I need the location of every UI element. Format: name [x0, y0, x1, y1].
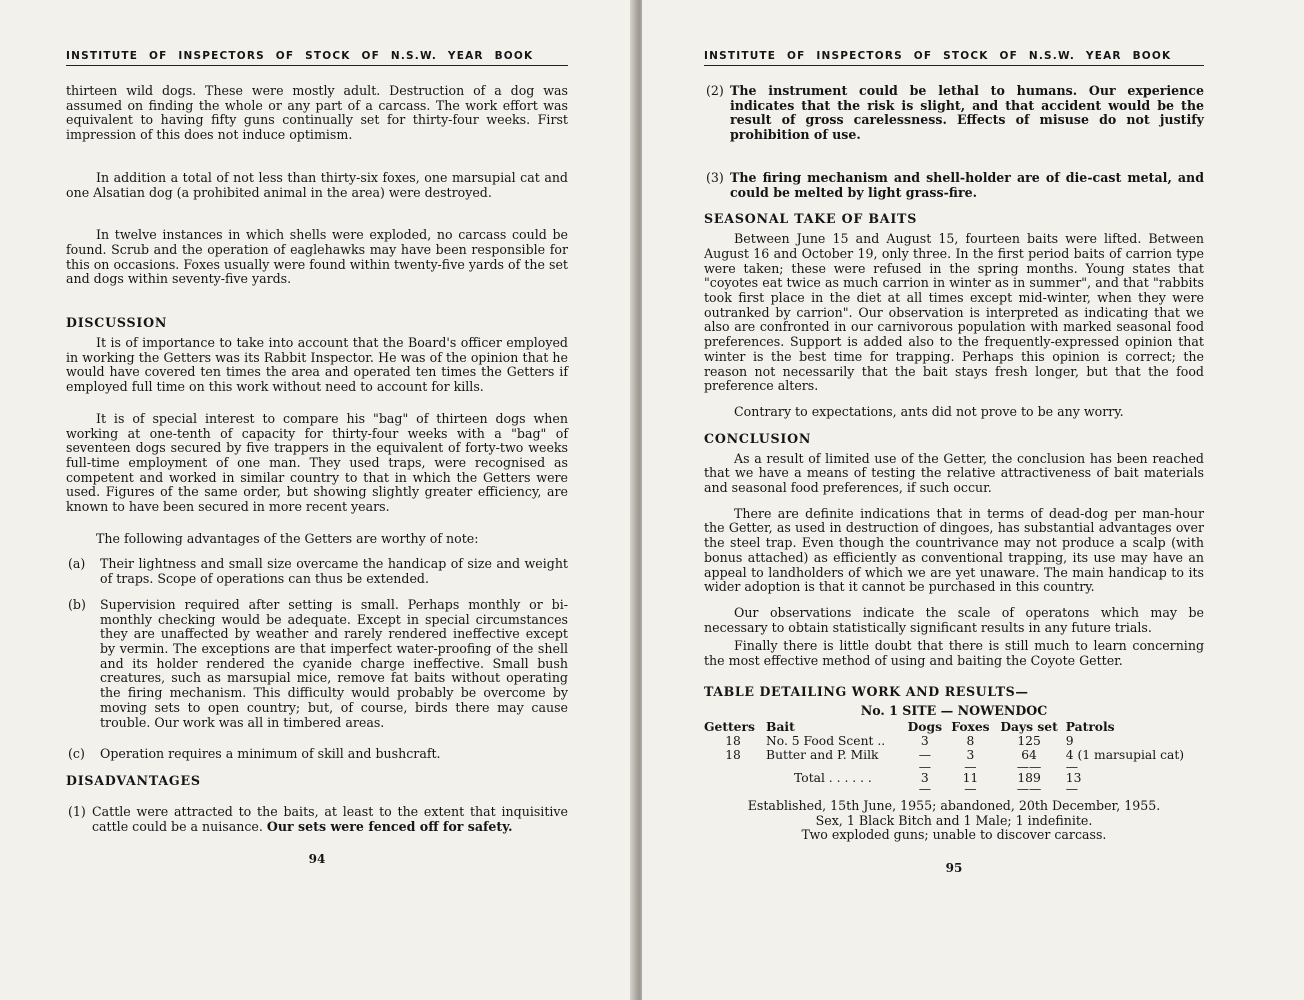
table-note: Sex, 1 Black Bitch and 1 Male; 1 indefinite.	[815, 812, 1093, 828]
rule-mark: —	[964, 759, 977, 774]
table-subtitle: No. 1 SITE — NOWENDOC	[860, 702, 1048, 718]
cell-patrols	[1066, 734, 1204, 748]
section-heading-conclusion: CONCLUSION	[704, 430, 812, 446]
paragraph: Finally there is little doubt that there is still much to learn concerning the most effective method of using and baiting the Coyote Getter.	[704, 638, 1204, 669]
list-item	[704, 84, 1204, 143]
paragraph: Our observations indicate the scale of operatons which may be necessary to obtain statistically significant results in any future trials.	[704, 604, 1204, 635]
paragraph: The following advantages of the Getters are worthy of note:	[96, 530, 479, 546]
cell-bait: No. 5 Food Scent ..	[766, 734, 886, 749]
table-row	[704, 734, 1204, 748]
table-total-row	[704, 771, 1204, 785]
list-item-label: (1)	[68, 803, 86, 819]
rule-mark: ——	[1016, 759, 1042, 774]
list-item-emphasis: Our sets were fenced off for safety.	[266, 818, 513, 834]
page-number: 95	[945, 861, 963, 876]
paragraph: thirteen wild dogs. These were mostly adult. Destruction of a dog was assumed on finding the whole or any part of a carcass. The work effort was equivalent to having fifty guns continually set for thirty-four weeks. First impression of this does not induce optimism.	[66, 83, 568, 143]
list-item	[704, 171, 1204, 200]
running-head-left: INSTITUTE OF INSPECTORS OF STOCK OF N.S.W. YEAR BOOK	[66, 50, 568, 66]
list-item-label: (b)	[68, 596, 86, 612]
rule-mark: —	[918, 781, 931, 796]
list-item-label: (c)	[68, 746, 85, 762]
paragraph: In addition a total of not less than thirty-six foxes, one marsupial cat and one Alsatian dog (a prohibited animal in the area) were destroyed.	[66, 169, 568, 200]
total-label: Total . . . . . .	[794, 770, 872, 785]
paragraph: It is of special interest to compare his "bag" of thirteen dogs when working at one-tenth of capacity for thirty-four weeks with a "bag" of seventeen dogs secured by five trappers in the equivalent of forty-two weeks full-time employment of one man. They used traps, were recognised as competent and worked in similar country to that in which the Getters were used. Figures of the same order, but showing slightly greater efficiency, are known to have been secured in more recent years.	[66, 410, 568, 515]
list-item-text	[92, 805, 568, 834]
rule-mark: —	[1065, 781, 1079, 796]
table-rule-row	[704, 785, 1204, 793]
cell-patrols-value: 9	[1065, 734, 1074, 749]
cell-dogs: —	[918, 748, 931, 763]
column-header: Dogs	[907, 718, 943, 734]
page-number: 94	[308, 852, 326, 867]
cell-patrols	[1066, 748, 1204, 762]
paragraph: It is of importance to take into account that the Board's officer employed in working the Getters was its Rabbit Inspector. He was of the opinion that he would have covered ten times the area and operated ten times the Getters if employed full time on this work without need to account for kills.	[66, 335, 568, 395]
cell-days: 125	[1017, 734, 1041, 749]
total-days: 189	[1017, 770, 1041, 785]
cell-dogs: 3	[920, 734, 929, 749]
rule-mark: ——	[1016, 781, 1042, 796]
table-note: Established, 15th June, 1955; abandoned, 20th December, 1955.	[747, 797, 1161, 813]
list-item-label: (3)	[706, 169, 724, 185]
list-item	[66, 557, 568, 586]
table-rule-row	[704, 763, 1204, 771]
column-header: Bait	[766, 718, 795, 734]
section-heading-seasonal: SEASONAL TAKE OF BAITS	[704, 211, 918, 227]
paragraph: Between June 15 and August 15, fourteen baits were lifted. Between August 16 and October 19, only three. In the first period baits of carrion type were taken; these were refused in the spring months. Young states that "coyotes eat twice as much carrion in winter as in summer", and that "rabbits took first place in the diet at all times except mid-winter, when they were outranked by carrion". Our observation is interpreted as indicating that we also are confronted in our carnivorous population with marked seasonal food preferences. Support is added also to the frequently-expressed opinion that winter is the best time for trapping. Perhaps this opinion is correct; the reason not necessarily that the bait stays fresh longer, but that the food preference alters.	[704, 231, 1204, 394]
column-header: Foxes	[951, 718, 990, 734]
list-item	[66, 805, 568, 834]
cell-bait: Butter and P. Milk	[766, 748, 879, 763]
total-dogs: 3	[920, 770, 929, 785]
running-head-right: INSTITUTE OF INSPECTORS OF STOCK OF N.S.W. YEAR BOOK	[704, 50, 1204, 66]
total-patrols: 13	[1065, 770, 1082, 785]
cell-getters: 18	[725, 734, 741, 749]
paragraph: As a result of limited use of the Getter, the conclusion has been reached that we have a means of testing the relative attractiveness of bait materials and seasonal food preferences, if such occur.	[704, 450, 1204, 496]
section-heading-disadvantages: DISADVANTAGES	[66, 772, 201, 788]
table-row	[704, 748, 1204, 762]
results-table	[704, 718, 1204, 796]
cell-getters: 18	[725, 748, 741, 763]
rule-mark: —	[964, 781, 977, 796]
table-note: Two exploded guns; unable to discover carcass.	[801, 827, 1107, 843]
list-item	[66, 598, 568, 730]
list-item-text: Their lightness and small size overcame the handicap of size and weight of traps. Scope of operations can thus be extended.	[100, 556, 568, 587]
left-page	[0, 0, 636, 1000]
list-item-body: Cattle were attracted to the baits, at least to the extent that inquisitive cattle could be a nuisance.	[92, 803, 568, 834]
paragraph: Contrary to expectations, ants did not prove to be any worry.	[734, 403, 1124, 419]
list-item-text: The firing mechanism and shell-holder are of die-cast metal, and could be melted by light grass-fire.	[730, 169, 1204, 200]
right-page	[642, 0, 1304, 1000]
section-heading-discussion: DISCUSSION	[66, 315, 168, 331]
total-foxes: 11	[962, 770, 979, 785]
rule-mark: —	[918, 759, 931, 774]
cell-note: (1 marsupial cat)	[1077, 748, 1185, 763]
list-item-label: (2)	[706, 83, 724, 98]
paragraph: There are definite indications that in terms of dead-dog per man-hour the Getter, as used in destruction of dingoes, has substantial advantages over the steel trap. Even though the countrivance may not produce a scalp (with bonus attached) as efficiently as conventional trapping, its use may have an appeal to landholders of which we are yet unaware. The main handicap to its wider adoption is that it cannot be purchased in this country.	[704, 505, 1204, 595]
list-item	[66, 747, 568, 762]
cell-foxes: 3	[966, 748, 975, 763]
table-title: TABLE DETAILING WORK AND RESULTS—	[704, 683, 1029, 699]
column-header: Patrols	[1065, 718, 1115, 734]
rule-mark: —	[1065, 759, 1079, 774]
table-header-row	[704, 720, 1204, 734]
list-item-text: Supervision required after setting is small. Perhaps monthly or bi-monthly checking would be adequate. Except in special circumstances they are unaffected by weather and rarely rendered ineffective except by vermin. The exceptions are that imperfect water-proofing of the shell and its holder rendered the cyanide charge ineffective. Small bush creatures, such as marsupial mice, remove fat baits without operating the firing mechanism. This difficulty would probably be overcome by moving sets to open country; but, of course, birds there may cause trouble. Our work was all in timbered areas.	[100, 596, 568, 730]
cell-patrols-value: 4	[1065, 748, 1074, 763]
column-header: Getters	[704, 718, 755, 734]
cell-days: 64	[1021, 748, 1037, 763]
list-item-label: (a)	[68, 556, 86, 572]
cell-foxes: 8	[966, 734, 975, 749]
list-item-text: Operation requires a minimum of skill and bushcraft.	[100, 746, 441, 762]
column-header: Days set	[1000, 718, 1058, 734]
paragraph: In twelve instances in which shells were exploded, no carcass could be found. Scrub and the operation of eaglehawks may have been responsible for this on occasions. Foxes usually were found within twenty-five yards of the set and dogs within seventy-five yards.	[66, 227, 568, 287]
list-item-text: The instrument could be lethal to humans. Our experience indicates that the risk is slight, and that accident would be the result of gross carelessness. Effects of misuse do not justify prohibition of use.	[730, 83, 1204, 143]
